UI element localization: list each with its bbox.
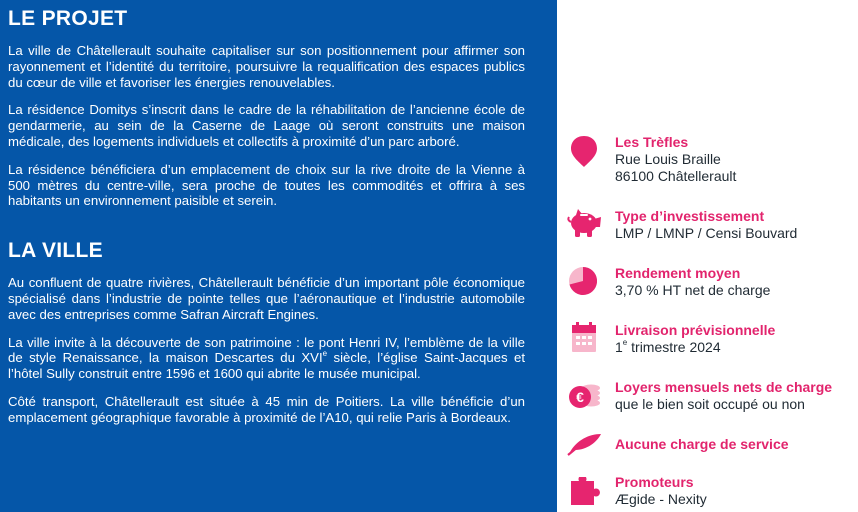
feature-delivery-title: Livraison prévisionnelle: [615, 322, 776, 338]
feature-yield-title: Rendement moyen: [615, 265, 741, 281]
puzzle-icon: [567, 477, 601, 509]
feature-promoters-title: Promoteurs: [615, 474, 694, 490]
ville-paragraph-1: Au confluent de quatre rivières, Châtellerault bénéficie d’un important pôle économique spécialisé dans l’industrie de pointe telles que l’aéronautique et l’industrie automobile avec des entreprises comme Safran Aircraft Engines.: [8, 275, 525, 322]
feature-location-street: Rue Louis Braille: [615, 151, 721, 167]
feature-investment-title: Type d’investissement: [615, 208, 765, 224]
pie-chart-icon: [567, 265, 601, 297]
feature-location-title: Les Trèfles: [615, 134, 689, 150]
feature-promoters-value: Ægide - Nexity: [615, 491, 707, 507]
calendar-icon: [567, 322, 601, 354]
feature-investment-value: LMP / LMNP / Censi Bouvard: [615, 225, 798, 241]
feature-delivery-sup: e: [622, 338, 628, 347]
map-pin-icon: [567, 134, 601, 166]
svg-text:€: €: [576, 389, 584, 405]
ville-paragraph-3: Côté transport, Châtellerault est située à 45 min de Poitiers. La ville bénéficie d’un emplacement géographique favorable à proximité de l’A10, qui relie Paris à Bordeaux.: [8, 393, 525, 425]
projet-paragraph-3: La résidence bénéficiera d’un emplacement de choix sur la rive droite de la Vienne à 500 mètres du centre-ville, sera proche de toutes les commodités et offrira à ses habitants un environnement paisible et serein.: [8, 161, 525, 209]
ville-heading: LA VILLE: [8, 239, 103, 263]
feature-rent-value: que le bien soit occupé ou non: [615, 396, 805, 412]
feature-location-city: 86100 Châtellerault: [615, 168, 737, 184]
projet-heading: LE PROJET: [8, 7, 128, 30]
piggy-bank-icon: [567, 208, 601, 240]
feature-delivery-value: [615, 339, 858, 356]
feature-yield-value: 3,70 % HT net de charge: [615, 282, 771, 298]
ville-paragraph-2-start: La ville invite à la découverte de son patrimoine : le pont Henri IV, l’emblème de la ville de style Renaissance, la maison Descartes du XVI: [8, 334, 525, 366]
feature-delivery-rest: trimestre 2024: [627, 339, 721, 355]
feature-charges-title: Aucune charge de service: [615, 436, 789, 452]
ville-paragraph-2-sup: e: [322, 349, 328, 359]
feature-rent-title: Loyers mensuels nets de charge: [615, 379, 833, 395]
euro-coins-icon: [567, 379, 601, 411]
ville-paragraph-2: [8, 335, 525, 382]
projet-paragraph-2: La résidence Domitys s’inscrit dans le cadre de la réhabilitation de l’ancienne école de gendarmerie, au sein de la Caserne de Laage où seront construits une maison médicale, des logements individuels et collectifs à proximité d’un parc arboré.: [8, 102, 525, 149]
feature-delivery-num: 1: [615, 339, 623, 355]
projet-paragraph-1: La ville de Châtellerault souhaite capitaliser sur son positionnement pour affirmer son rayonnement et l’identité du territoire, poursuivre la requalification des espaces publics du cœur de ville et favoriser les énergies renouvelables.: [8, 43, 525, 90]
features-panel: [557, 0, 858, 512]
ville-paragraph-2-end: siècle, l’église Saint-Jacques et l’hôtel Sully construit entre 1596 et 1600 qui abrite le musée municipal.: [8, 350, 525, 382]
feather-icon: [567, 432, 601, 464]
